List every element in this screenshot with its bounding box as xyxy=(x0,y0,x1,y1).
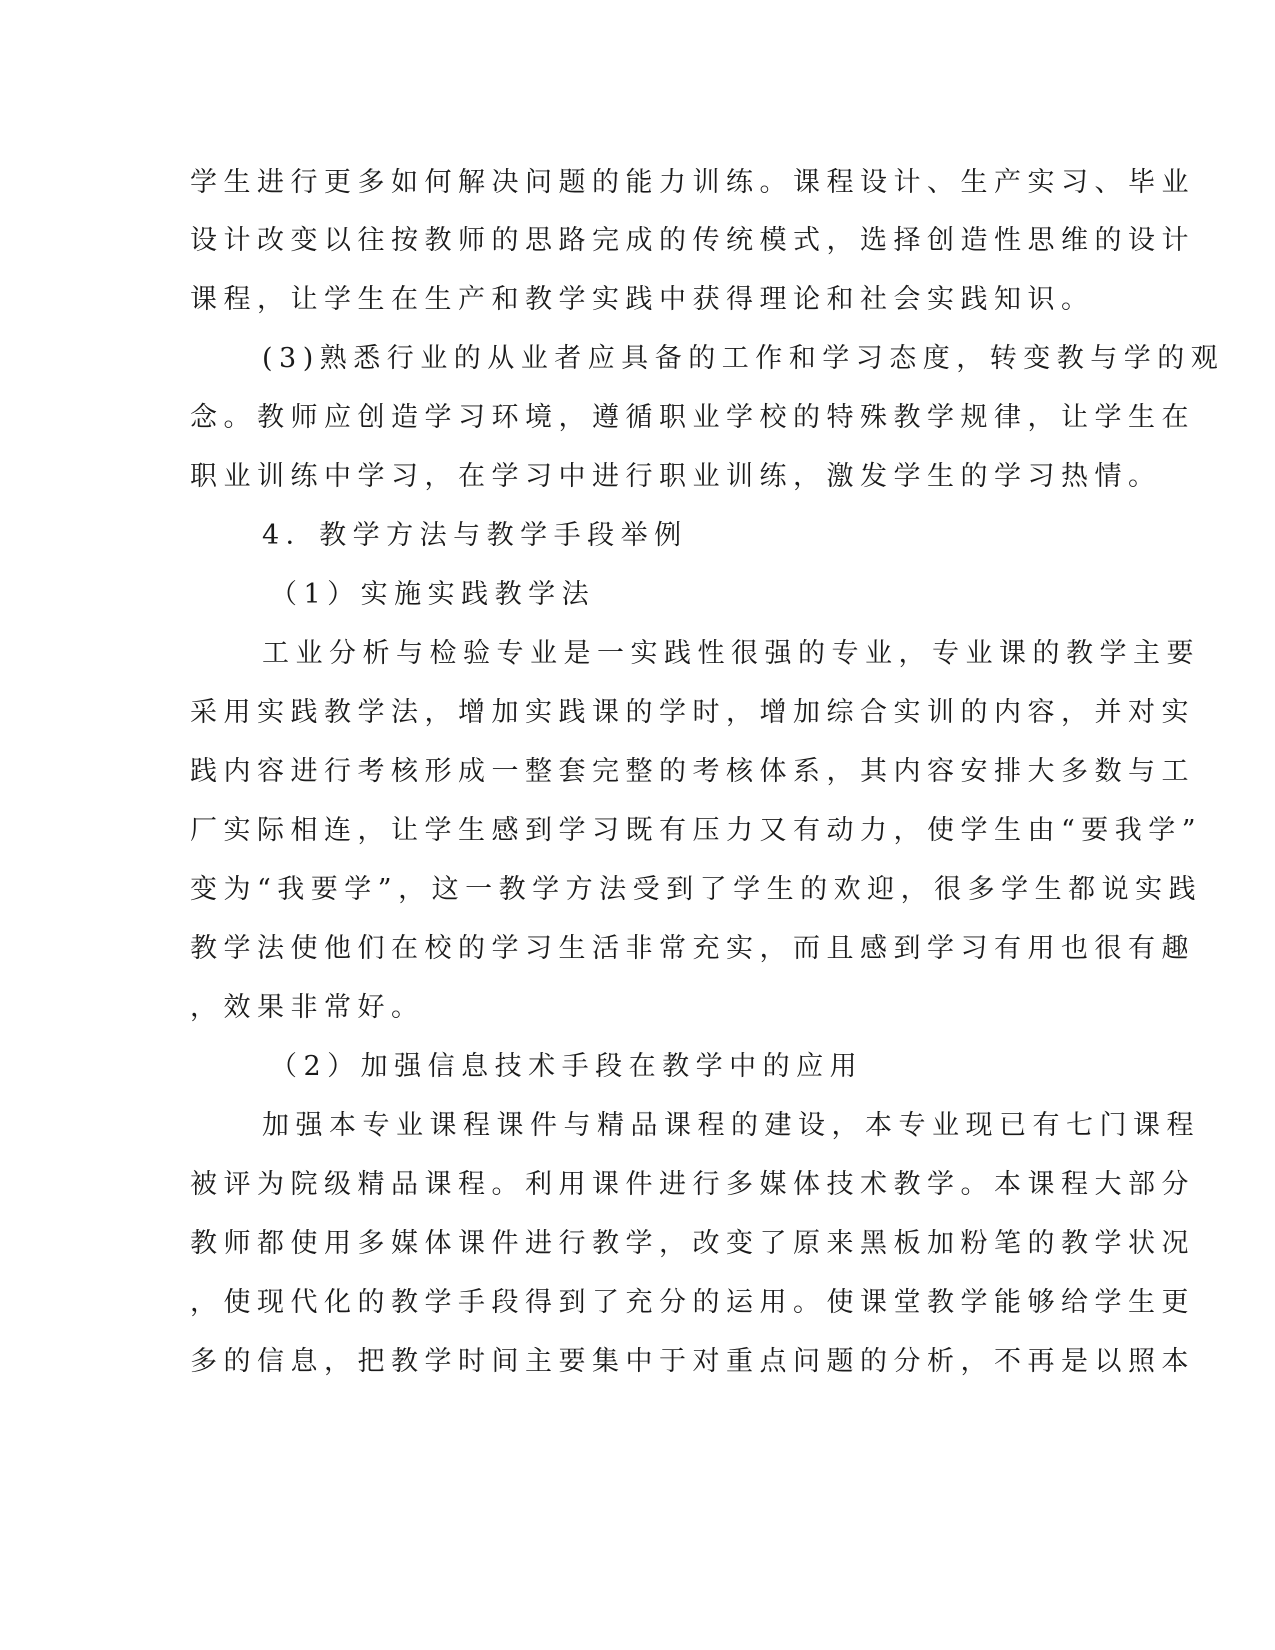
body-text-line: 设计改变以往按教师的思路完成的传统模式，选择创造性思维的设计 xyxy=(190,225,1195,256)
body-text-line: 采用实践教学法，增加实践课的学时，增加综合实训的内容，并对实 xyxy=(190,697,1195,728)
body-text-line: 职业训练中学习，在学习中进行职业训练，激发学生的学习热情。 xyxy=(190,461,1162,492)
paragraph-start-line: 工业分析与检验专业是一实践性很强的专业，专业课的教学主要 xyxy=(262,638,1200,669)
body-text-line: 变为“我要学”，这一教学方法受到了学生的欢迎，很多学生都说实践 xyxy=(190,874,1203,905)
subsection-heading: （1）实施实践教学法 xyxy=(270,579,596,610)
body-text-line: 厂实际相连，让学生感到学习既有压力又有动力，使学生由“要我学” xyxy=(190,815,1203,846)
subsection-heading: （2）加强信息技术手段在教学中的应用 xyxy=(270,1051,864,1082)
body-text-line: 教学法使他们在校的学习生活非常充实，而且感到学习有用也很有趣 xyxy=(190,933,1195,964)
body-text-line: 多的信息，把教学时间主要集中于对重点问题的分析，不再是以照本 xyxy=(190,1346,1195,1377)
body-text-line: 教师都使用多媒体课件进行教学，改变了原来黑板加粉笔的教学状况 xyxy=(190,1228,1195,1259)
body-text-line: 践内容进行考核形成一整套完整的考核体系，其内容安排大多数与工 xyxy=(190,756,1195,787)
body-text-line: 被评为院级精品课程。利用课件进行多媒体技术教学。本课程大部分 xyxy=(190,1169,1195,1200)
section-heading: 4．教学方法与教学手段举例 xyxy=(262,520,688,551)
body-text-line: ，使现代化的教学手段得到了充分的运用。使课堂教学能够给学生更 xyxy=(190,1287,1195,1318)
body-text-line: 课程，让学生在生产和教学实践中获得理论和社会实践知识。 xyxy=(190,284,1095,315)
body-text-line: 学生进行更多如何解决问题的能力训练。课程设计、生产实习、毕业 xyxy=(190,167,1195,198)
paragraph-start-line: 加强本专业课程课件与精品课程的建设，本专业现已有七门课程 xyxy=(262,1110,1200,1141)
body-text-line: 念。教师应创造学习环境，遵循职业学校的特殊教学规律，让学生在 xyxy=(190,402,1195,433)
body-text-line: ，效果非常好。 xyxy=(190,992,425,1023)
paragraph-start-line: (3)熟悉行业的从业者应具备的工作和学习态度，转变教与学的观 xyxy=(262,343,1225,374)
